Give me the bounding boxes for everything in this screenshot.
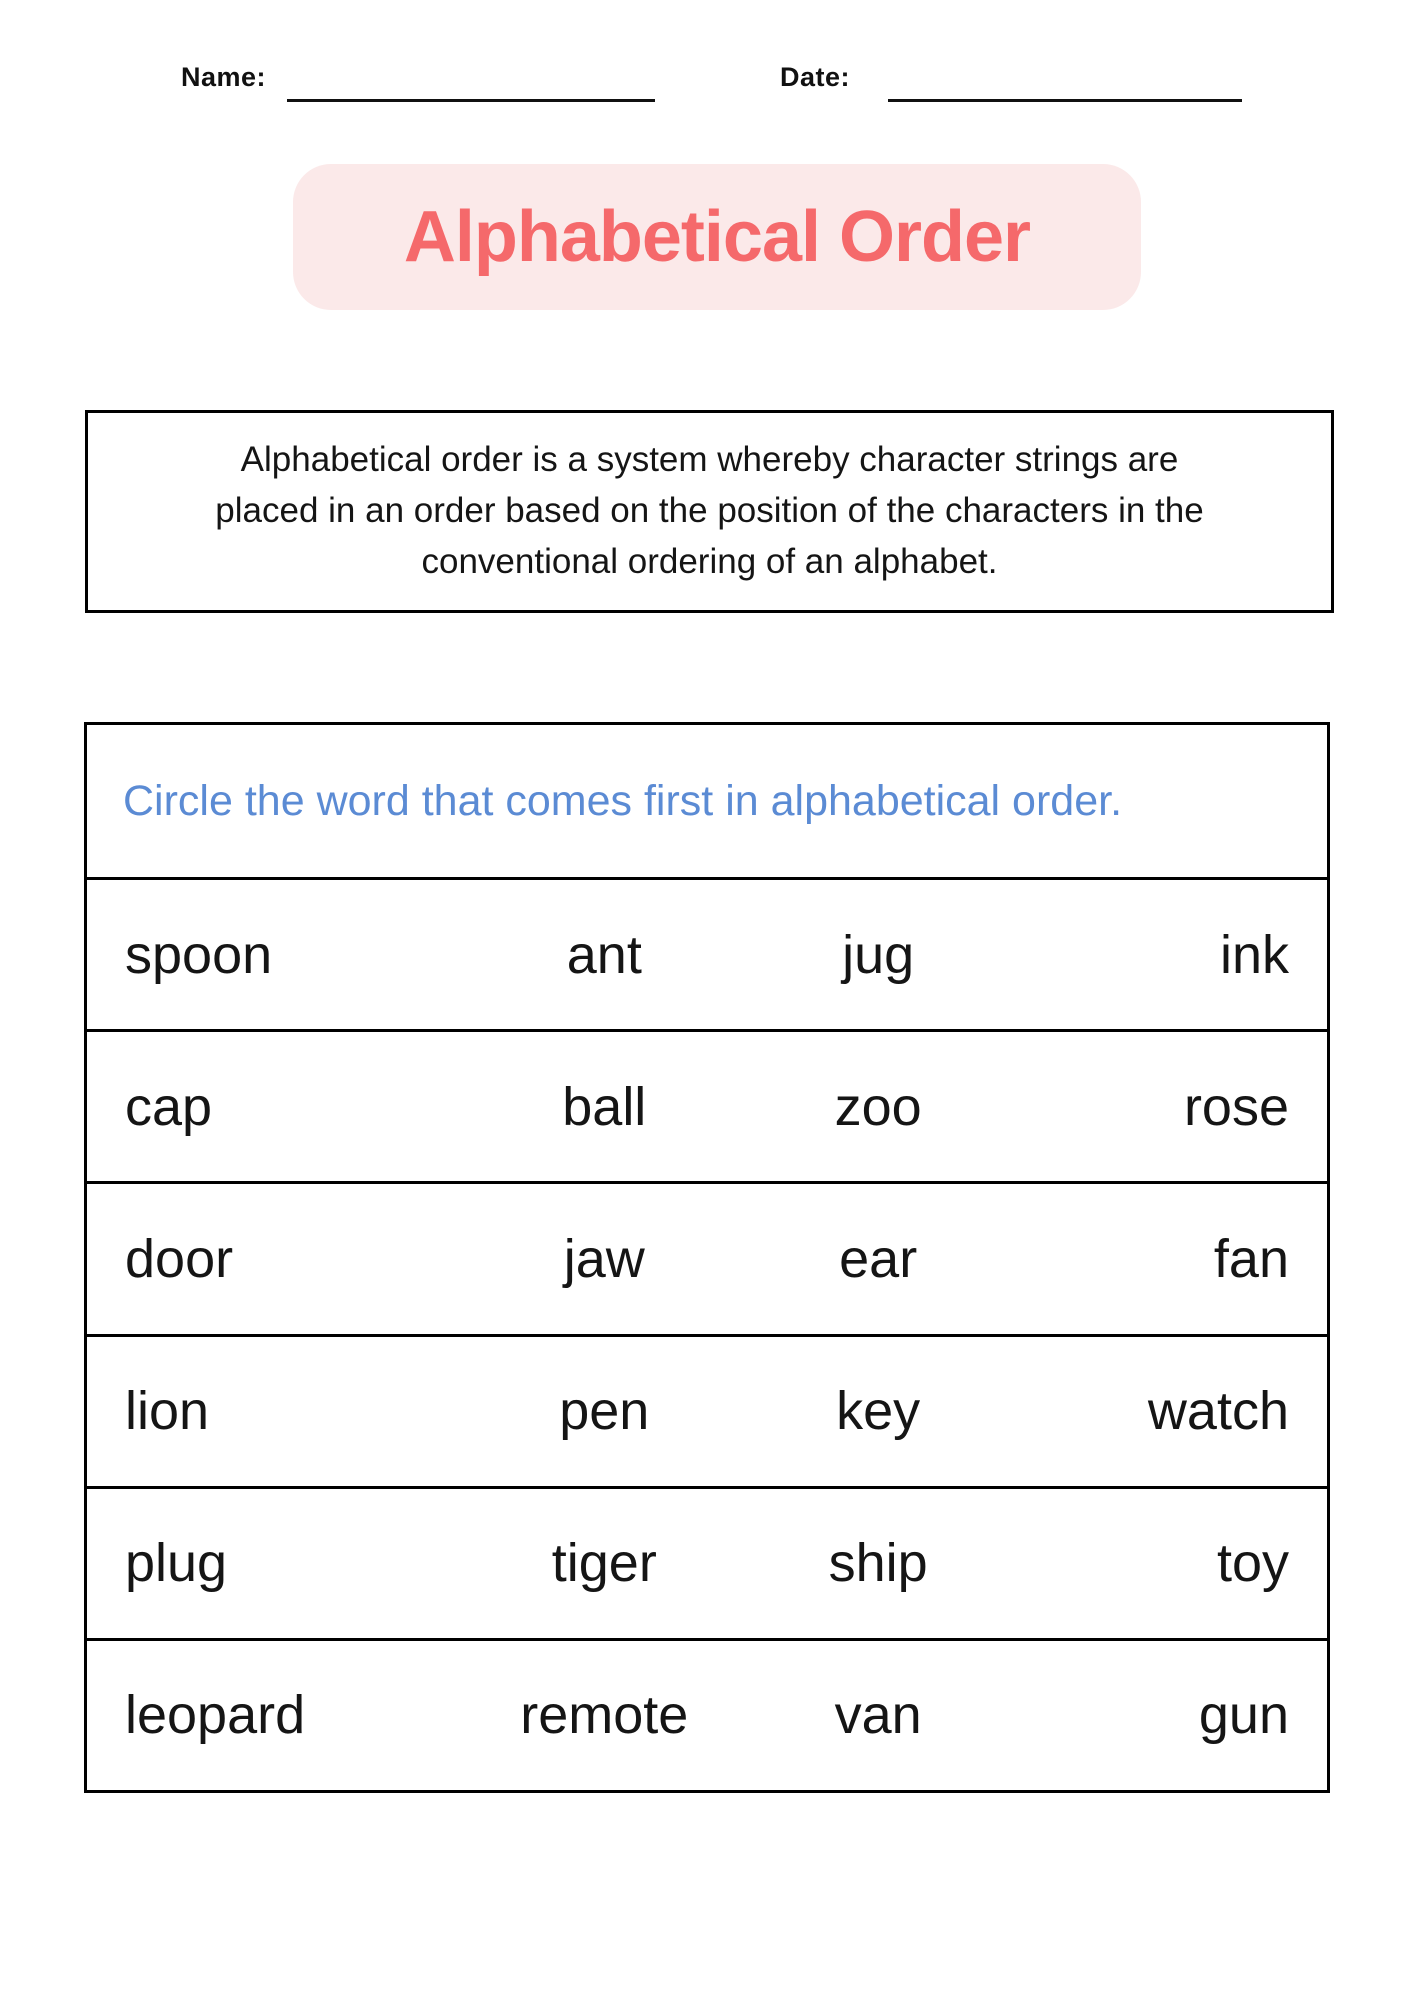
word-cell[interactable]: tiger [551,1533,657,1594]
word-cell[interactable]: plug [125,1533,228,1594]
instruction-text: Circle the word that comes first in alphabetical order. [123,776,1123,825]
date-input-line[interactable] [888,99,1242,102]
name-label: Name: [181,62,267,92]
word-cell[interactable]: toy [1216,1533,1289,1594]
word-cell[interactable]: ant [566,924,642,985]
word-cell[interactable]: leopard [125,1685,306,1746]
instruction-row [87,725,1327,877]
word-cell[interactable]: jaw [563,1228,645,1289]
word-cell[interactable]: ear [839,1228,918,1289]
word-cell[interactable]: jug [842,924,915,985]
definition-box [85,410,1334,613]
word-cell[interactable]: ball [562,1076,647,1137]
word-cell[interactable]: gun [1198,1685,1289,1746]
page-title: Alphabetical Order [403,197,1031,277]
word-cell[interactable]: fan [1213,1228,1289,1289]
word-cell[interactable]: key [836,1381,921,1442]
word-row [87,1029,1327,1181]
definition-text: Alphabetical order is a system whereby character strings are placed in an order based on the position of the characters in the conventional ordering of an alphabet. [215,440,1204,581]
word-cell[interactable]: van [834,1685,922,1746]
word-cell[interactable]: watch [1147,1381,1289,1442]
word-cell[interactable]: cap [125,1076,213,1137]
word-cell[interactable]: pen [559,1381,650,1442]
date-label: Date: [780,62,851,92]
word-cell[interactable]: zoo [834,1076,922,1137]
word-cell[interactable]: spoon [125,924,273,985]
word-cell[interactable]: lion [125,1381,210,1442]
word-row [87,1486,1327,1638]
word-cell[interactable]: ship [828,1533,928,1594]
exercise-table [84,722,1330,1793]
word-cell[interactable]: ink [1219,924,1289,985]
word-cell[interactable]: remote [520,1685,689,1746]
word-row [87,1334,1327,1486]
word-cell[interactable]: rose [1183,1076,1289,1137]
word-row [87,1181,1327,1333]
word-cell[interactable]: door [125,1228,234,1289]
word-row [87,877,1327,1029]
title-banner [293,164,1141,310]
name-input-line[interactable] [287,99,655,102]
word-row [87,1638,1327,1790]
